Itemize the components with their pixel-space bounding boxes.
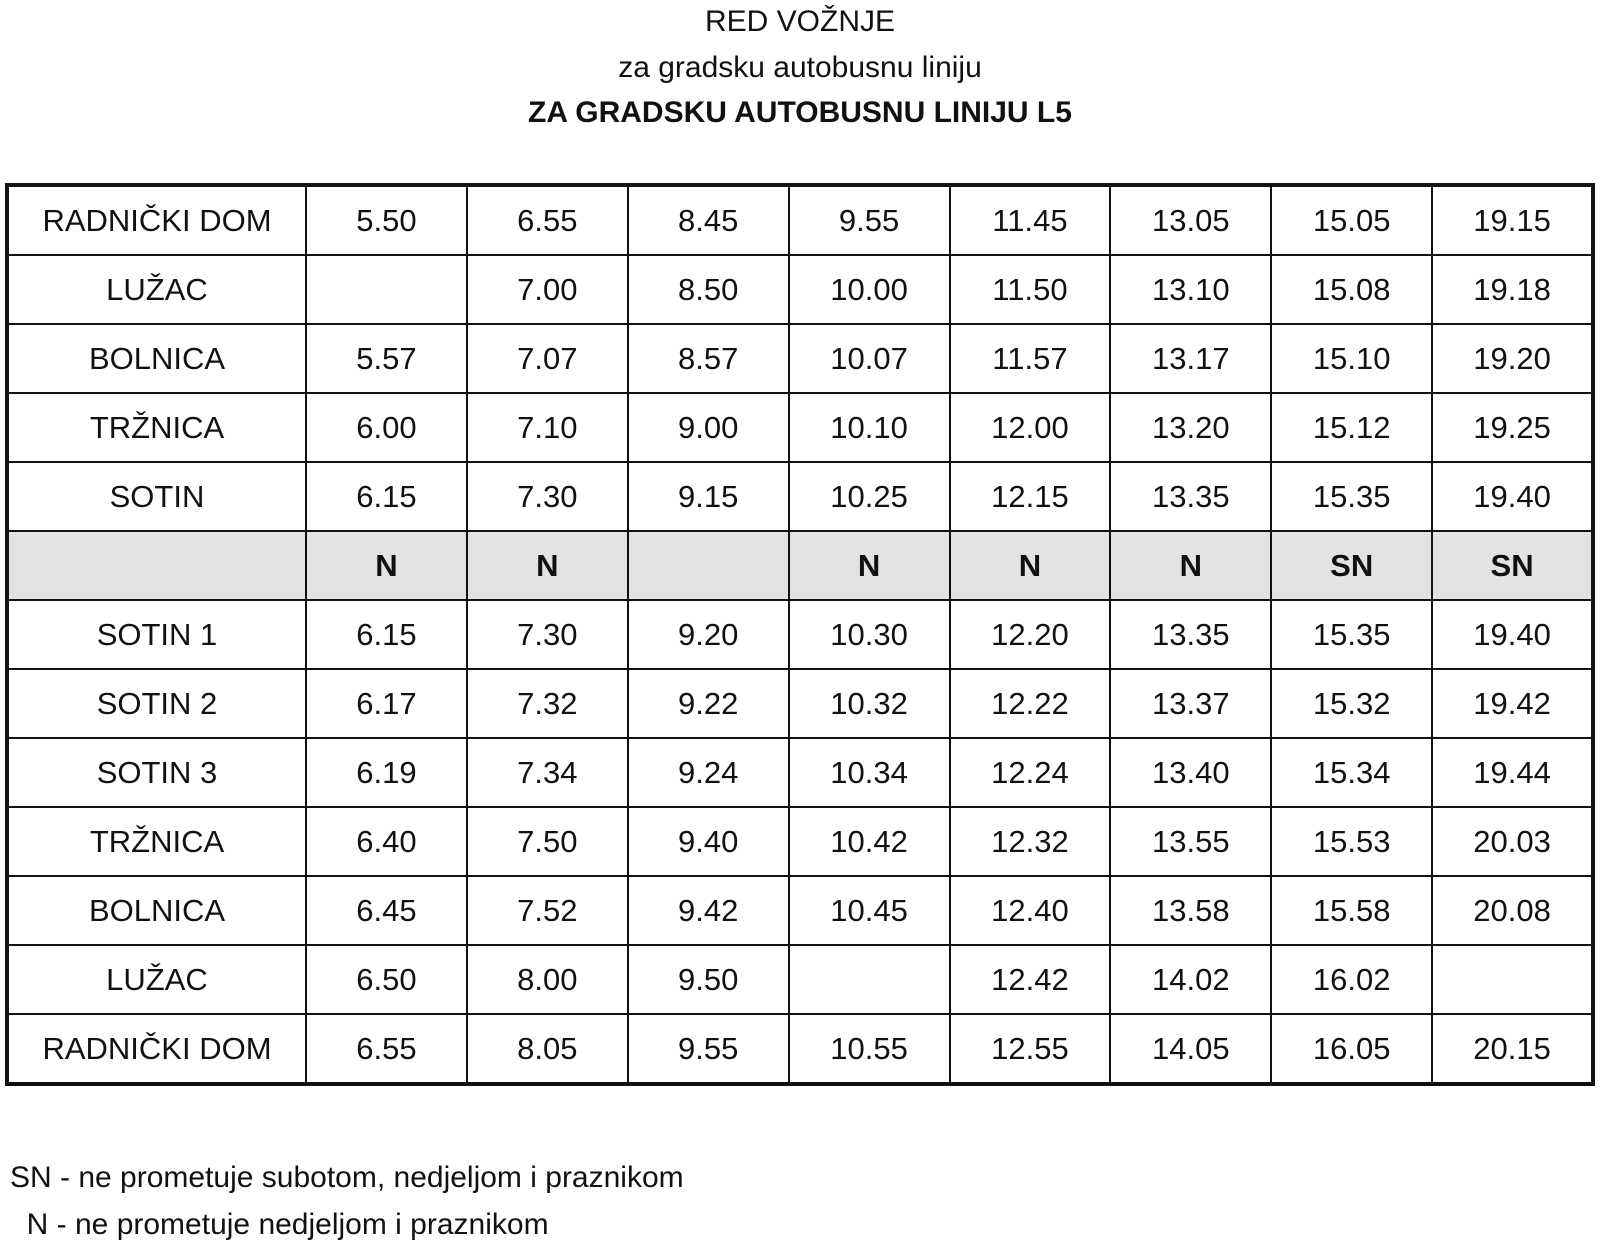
time-cell: 13.35	[1110, 600, 1271, 669]
flag-cell: N	[467, 531, 628, 600]
table-row	[7, 1014, 1593, 1084]
time-cell	[1432, 945, 1593, 1014]
time-cell: 19.44	[1432, 738, 1593, 807]
time-cell: 10.42	[789, 807, 950, 876]
time-cell: 13.17	[1110, 324, 1271, 393]
time-cell: 20.08	[1432, 876, 1593, 945]
time-cell: 10.07	[789, 324, 950, 393]
time-cell: 14.05	[1110, 1014, 1271, 1084]
time-cell: 10.32	[789, 669, 950, 738]
flag-cell: SN	[1271, 531, 1432, 600]
table-row	[7, 185, 1593, 255]
stop-name-cell: TRŽNICA	[7, 807, 306, 876]
time-cell: 5.57	[306, 324, 467, 393]
stop-name-cell: LUŽAC	[7, 945, 306, 1014]
timetable-table	[5, 183, 1595, 1086]
stop-name-cell: BOLNICA	[7, 324, 306, 393]
time-cell: 9.42	[628, 876, 789, 945]
time-cell: 11.50	[950, 255, 1111, 324]
time-cell: 20.15	[1432, 1014, 1593, 1084]
time-cell: 10.55	[789, 1014, 950, 1084]
time-cell: 15.34	[1271, 738, 1432, 807]
time-cell: 6.55	[306, 1014, 467, 1084]
time-cell: 12.00	[950, 393, 1111, 462]
time-cell: 9.15	[628, 462, 789, 531]
time-cell: 7.50	[467, 807, 628, 876]
time-cell: 20.03	[1432, 807, 1593, 876]
time-cell: 12.55	[950, 1014, 1111, 1084]
time-cell: 9.00	[628, 393, 789, 462]
time-cell: 6.17	[306, 669, 467, 738]
time-cell: 7.30	[467, 600, 628, 669]
time-cell: 9.55	[789, 185, 950, 255]
stop-name-cell: TRŽNICA	[7, 393, 306, 462]
flag-cell: N	[789, 531, 950, 600]
time-cell: 15.10	[1271, 324, 1432, 393]
time-cell: 12.32	[950, 807, 1111, 876]
time-cell: 7.30	[467, 462, 628, 531]
table-row	[7, 807, 1593, 876]
time-cell: 14.02	[1110, 945, 1271, 1014]
table-row	[7, 255, 1593, 324]
table-row	[7, 393, 1593, 462]
time-cell: 9.50	[628, 945, 789, 1014]
time-cell: 19.40	[1432, 600, 1593, 669]
time-cell: 6.45	[306, 876, 467, 945]
table-row	[7, 876, 1593, 945]
flag-cell	[628, 531, 789, 600]
time-cell: 9.24	[628, 738, 789, 807]
time-cell: 13.20	[1110, 393, 1271, 462]
time-cell: 9.40	[628, 807, 789, 876]
time-cell: 8.45	[628, 185, 789, 255]
time-cell: 15.12	[1271, 393, 1432, 462]
flag-cell: N	[1110, 531, 1271, 600]
table-row	[7, 669, 1593, 738]
time-cell: 12.22	[950, 669, 1111, 738]
time-cell: 19.40	[1432, 462, 1593, 531]
time-cell: 13.05	[1110, 185, 1271, 255]
flag-cell: N	[306, 531, 467, 600]
time-cell: 15.08	[1271, 255, 1432, 324]
stop-name-cell: BOLNICA	[7, 876, 306, 945]
time-cell: 7.52	[467, 876, 628, 945]
document-subtitle: za gradsku autobusnu liniju	[618, 51, 982, 84]
time-cell: 13.40	[1110, 738, 1271, 807]
time-cell: 11.45	[950, 185, 1111, 255]
time-cell: 12.40	[950, 876, 1111, 945]
time-cell: 15.35	[1271, 600, 1432, 669]
time-cell: 13.58	[1110, 876, 1271, 945]
time-cell: 12.42	[950, 945, 1111, 1014]
time-cell: 6.50	[306, 945, 467, 1014]
flags-row	[7, 531, 1593, 600]
time-cell: 6.19	[306, 738, 467, 807]
time-cell: 11.57	[950, 324, 1111, 393]
time-cell: 9.55	[628, 1014, 789, 1084]
time-cell: 19.15	[1432, 185, 1593, 255]
flag-cell: N	[950, 531, 1111, 600]
time-cell: 8.50	[628, 255, 789, 324]
time-cell: 7.10	[467, 393, 628, 462]
table-row	[7, 738, 1593, 807]
time-cell: 16.02	[1271, 945, 1432, 1014]
time-cell: 19.25	[1432, 393, 1593, 462]
line-title: ZA GRADSKU AUTOBUSNU LINIJU L5	[528, 96, 1072, 129]
time-cell: 9.20	[628, 600, 789, 669]
time-cell: 13.55	[1110, 807, 1271, 876]
time-cell: 15.05	[1271, 185, 1432, 255]
table-row	[7, 945, 1593, 1014]
legend-sn: SN - ne prometuje subotom, nedjeljom i praznikom	[10, 1161, 684, 1194]
time-cell: 15.53	[1271, 807, 1432, 876]
time-cell: 12.15	[950, 462, 1111, 531]
stop-name-cell: SOTIN 2	[7, 669, 306, 738]
stop-name-cell: SOTIN	[7, 462, 306, 531]
time-cell: 6.15	[306, 600, 467, 669]
time-cell: 13.37	[1110, 669, 1271, 738]
time-cell: 6.00	[306, 393, 467, 462]
time-cell: 7.34	[467, 738, 628, 807]
stop-name-cell: RADNIČKI DOM	[7, 1014, 306, 1084]
time-cell: 7.00	[467, 255, 628, 324]
time-cell: 10.00	[789, 255, 950, 324]
time-cell: 7.32	[467, 669, 628, 738]
table-row	[7, 324, 1593, 393]
time-cell: 10.25	[789, 462, 950, 531]
time-cell: 10.30	[789, 600, 950, 669]
time-cell	[306, 255, 467, 324]
time-cell: 15.35	[1271, 462, 1432, 531]
stop-name-cell: SOTIN 3	[7, 738, 306, 807]
time-cell: 8.57	[628, 324, 789, 393]
timetable-body	[7, 185, 1593, 1084]
time-cell: 19.18	[1432, 255, 1593, 324]
flag-cell: SN	[1432, 531, 1593, 600]
time-cell: 10.34	[789, 738, 950, 807]
time-cell: 8.00	[467, 945, 628, 1014]
table-row	[7, 462, 1593, 531]
time-cell: 13.10	[1110, 255, 1271, 324]
stop-name-cell: RADNIČKI DOM	[7, 185, 306, 255]
time-cell: 9.22	[628, 669, 789, 738]
time-cell: 6.55	[467, 185, 628, 255]
time-cell: 6.15	[306, 462, 467, 531]
time-cell: 19.42	[1432, 669, 1593, 738]
time-cell: 10.45	[789, 876, 950, 945]
document-title: RED VOŽNJE	[704, 5, 896, 38]
stop-name-cell: SOTIN 1	[7, 600, 306, 669]
stop-name-cell	[7, 531, 306, 600]
time-cell: 15.32	[1271, 669, 1432, 738]
time-cell: 16.05	[1271, 1014, 1432, 1084]
time-cell: 13.35	[1110, 462, 1271, 531]
time-cell: 7.07	[467, 324, 628, 393]
time-cell	[789, 945, 950, 1014]
time-cell: 10.10	[789, 393, 950, 462]
time-cell: 15.58	[1271, 876, 1432, 945]
legend-n: N - ne prometuje nedjeljom i praznikom	[10, 1208, 549, 1241]
time-cell: 5.50	[306, 185, 467, 255]
time-cell: 8.05	[467, 1014, 628, 1084]
time-cell: 6.40	[306, 807, 467, 876]
time-cell: 19.20	[1432, 324, 1593, 393]
table-row	[7, 600, 1593, 669]
time-cell: 12.20	[950, 600, 1111, 669]
time-cell: 12.24	[950, 738, 1111, 807]
stop-name-cell: LUŽAC	[7, 255, 306, 324]
